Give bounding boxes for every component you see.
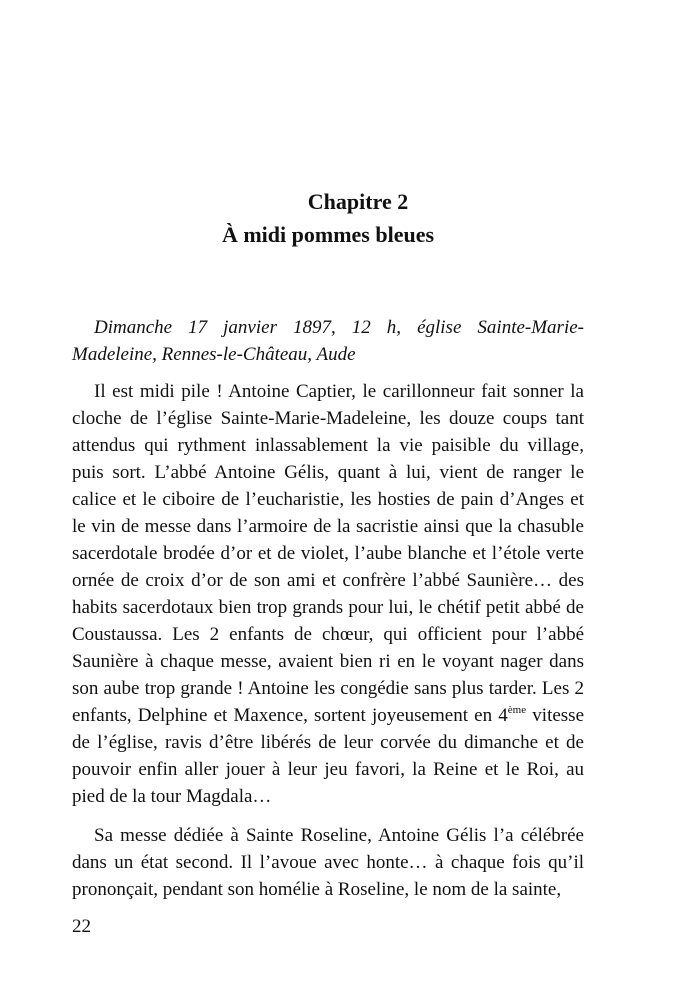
- chapter-number: Chapitre 2: [307, 189, 409, 214]
- dateline-paragraph: [72, 314, 584, 368]
- body-paragraph-1: [72, 378, 584, 810]
- chapter-title: À midi pommes bleues: [221, 222, 435, 247]
- ordinal-superscript: ème: [507, 704, 527, 716]
- paragraph-2-text: Sa messe dédiée à Sainte Roseline, Antoine Gélis l’a célébrée dans un état second. Il l’avoue avec honte… à chaque fois qu’il prononçait, pendant son homélie à Roseline, le nom de la sainte,: [72, 825, 584, 900]
- paragraph-1-text-b: vitesse de l’église, ravis d’être libérés de leur corvée du dimanche et de pouvoir enfin aller jouer à leur jeu favori, la Reine et le Roi, au pied de la tour Magdala…: [72, 705, 584, 807]
- book-page: [72, 0, 584, 992]
- body-paragraph-2: [72, 822, 584, 903]
- page-number: 22: [72, 916, 91, 937]
- paragraph-1-text-a: Il est midi pile ! Antoine Captier, le carillonneur fait sonner la cloche de l’église Sainte-Marie-Madeleine, les douze coups tant attendus qui rythment inlassablement la vie paisible du village, puis sort. L’abbé Antoine Gélis, quant à lui, vient de ranger le calice et le ciboire de l’eucharistie, les hosties de pain d’Anges et le vin de messe dans l’armoire de la sacristie ainsi que la chasuble sacerdotale brodée d’or et de violet, l’aube blanche et l’étole verte ornée de croix d’or de son ami et confrère l’abbé Saunière… des habits sacerdotaux bien trop grands pour lui, le chétif petit abbé de Coustaussa. Les 2 enfants de chœur, qui officient pour l’abbé Saunière à chaque messe, avaient bien ri en le voyant nager dans son aube trop grande ! Antoine les congédie sans plus tarder. Les 2 enfants, Delphine et Maxence, sortent joyeusement en 4: [72, 381, 584, 726]
- dateline-text: Dimanche 17 janvier 1897, 12 h, église Sainte-Marie-Madeleine, Rennes-le-Château, Aude: [72, 317, 584, 365]
